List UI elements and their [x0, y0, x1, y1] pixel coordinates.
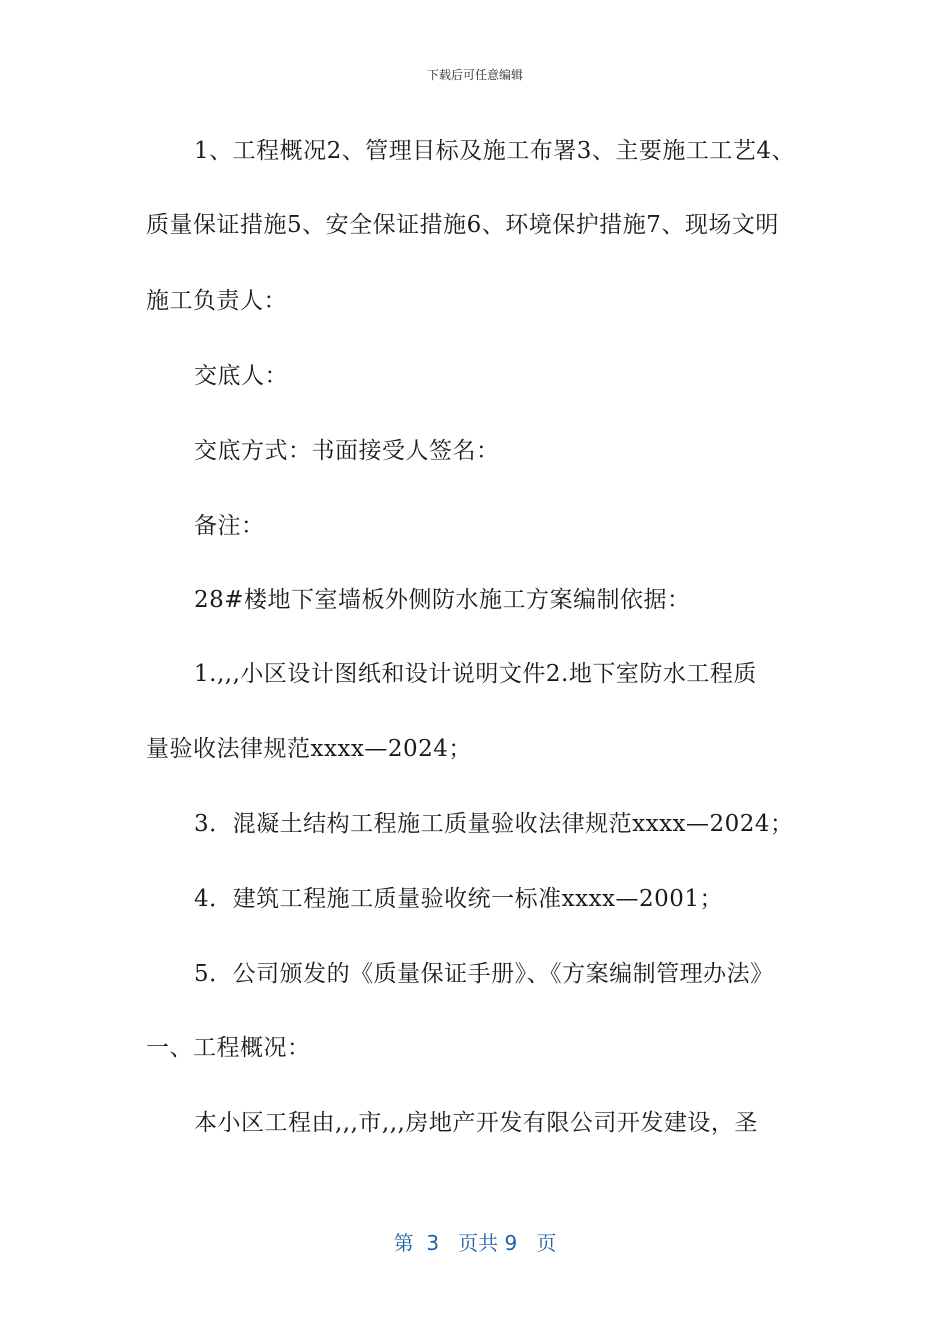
basis-item-1: 1.,,,小区设计图纸和设计说明文件2.地下室防水工程质 [194, 661, 757, 687]
toc-line-1: 1、工程概况2、管理目标及施工布署3、主要施工工艺4、 [194, 138, 796, 164]
basis-heading: 28#楼地下室墙板外侧防水施工方案编制依据： [194, 587, 691, 613]
basis-item-4: 4．建筑工程施工质量验收统一标准xxxx—2001； [194, 886, 724, 912]
construction-lead-label: 施工负责人： [146, 288, 287, 314]
briefer-label: 交底人： [194, 363, 288, 389]
page-number: 第 3 页共 9 页 [393, 1231, 557, 1255]
basis-item-2-continued: 量验收法律规范xxxx—2024； [146, 736, 472, 762]
basis-item-3: 3．混凝土结构工程施工质量验收法律规范xxxx—2024； [194, 811, 794, 837]
remarks-label: 备注： [194, 513, 265, 539]
header-note: 下载后可任意编辑 [426, 68, 523, 82]
overview-paragraph: 本小区工程由,,,市,,,房地产开发有限公司开发建设，圣 [194, 1110, 758, 1136]
briefing-method-label: 交底方式：书面接受人签名： [194, 438, 500, 464]
section-heading-overview: 一、工程概况： [146, 1035, 311, 1061]
basis-item-5: 5．公司颁发的《质量保证手册》、《方案编制管理办法》 [194, 961, 774, 987]
toc-line-2: 质量保证措施5、安全保证措施6、环境保护措施7、现场文明 [146, 212, 779, 238]
